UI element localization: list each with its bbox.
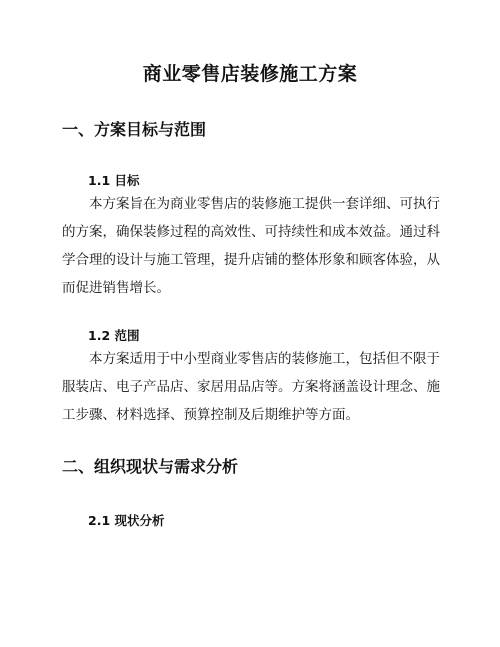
- subsection-heading-1-1: 1.1 目标: [88, 173, 140, 188]
- document-title: 商业零售店装修施工方案: [142, 63, 358, 85]
- section-heading-1: 一、方案目标与范围: [62, 120, 207, 139]
- subsection-heading-2-1: 2.1 现状分析: [88, 513, 165, 528]
- section-heading-2: 二、组织现状与需求分析: [62, 457, 239, 476]
- paragraph-scope: 本方案适用于中小型商业零售店的装修施工，包括但不限于服装店、电子产品店、家居用品店等。方案将涵盖设计理念、施工步骤、材料选择、预算控制及后期维护等方面。: [62, 351, 440, 423]
- paragraph-goal: 本方案旨在为商业零售店的装修施工提供一套详细、可执行的方案，确保装修过程的高效性、可持续性和成本效益。通过科学合理的设计与施工管理，提升店铺的整体形象和顾客体验，从而促进销售增长。: [62, 196, 440, 296]
- subsection-heading-1-2: 1.2 范围: [88, 328, 140, 343]
